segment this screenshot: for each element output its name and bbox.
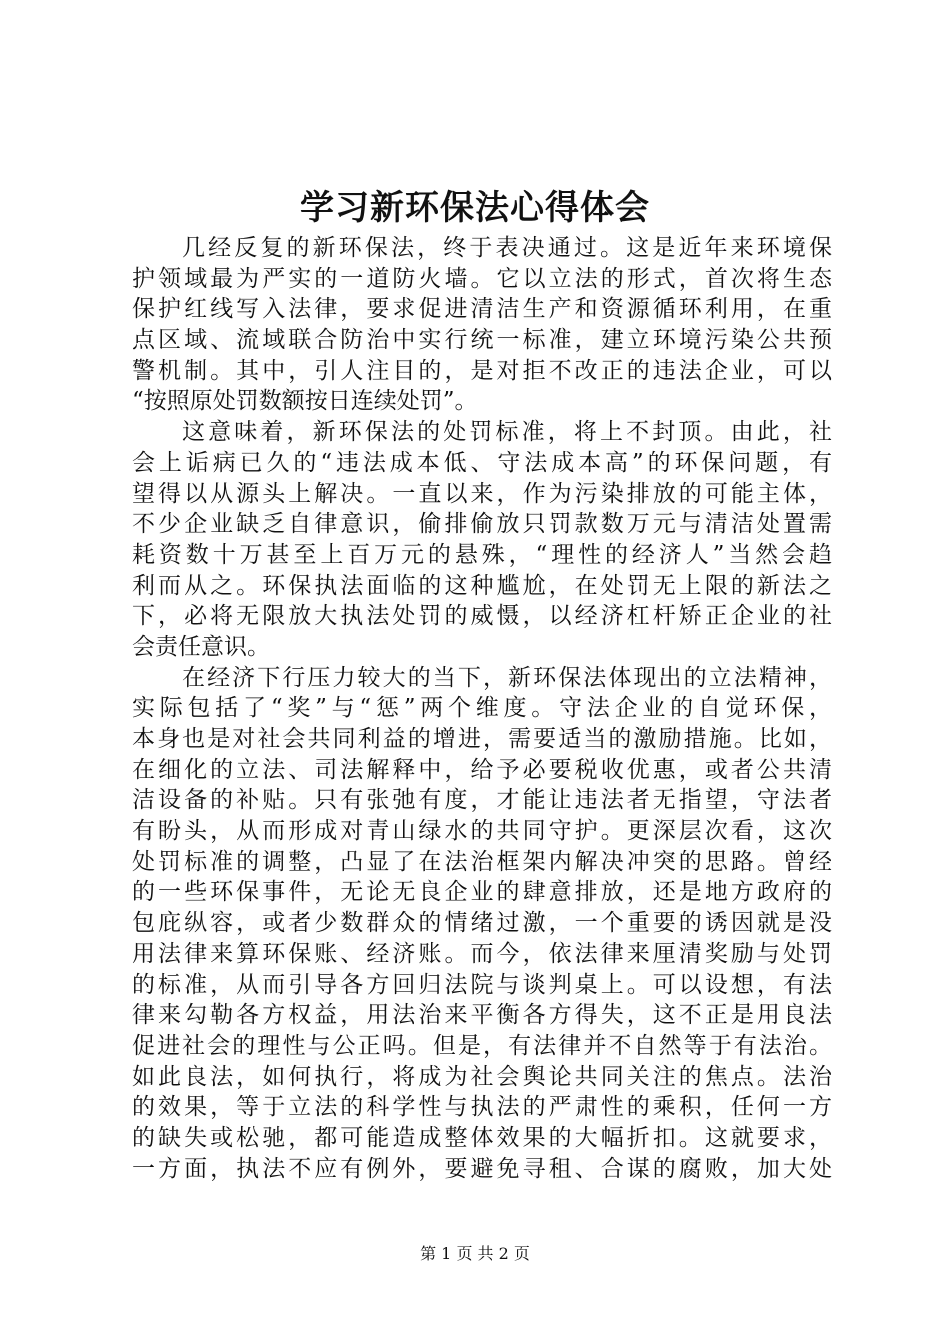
body-text-line: 点区域、流域联合防治中实行统一标准，建立环境污染公共预 <box>132 327 832 354</box>
body-text-line: 下，必将无限放大执法处罚的威慑，以经济杠杆矫正企业的社 <box>132 603 832 630</box>
body-text-line: 律来勾勒各方权益，用法治来平衡各方得失，这不正是用良法 <box>132 1002 832 1029</box>
body-text-line: 耗资数十万甚至上百万元的悬殊，“理性的经济人”当然会趋 <box>132 541 832 568</box>
body-text-line: 实际包括了“奖”与“惩”两个维度。守法企业的自觉环保， <box>132 695 832 722</box>
body-text-line: 用法律来算环保账、经济账。而今，依法律来厘清奖励与处罚 <box>132 940 832 967</box>
body-text-line: 望得以从源头上解决。一直以来，作为污染排放的可能主体， <box>132 480 832 507</box>
body-text-line: 不少企业缺乏自律意识，偷排偷放只罚款数万元与清洁处置需 <box>132 511 832 538</box>
body-text-line: 在细化的立法、司法解释中，给予必要税收优惠，或者公共清 <box>132 756 832 783</box>
body-text-line: 保护红线写入法律，要求促进清洁生产和资源循环利用，在重 <box>132 296 832 323</box>
body-text-line: 会上诟病已久的“违法成本低、守法成本高”的环保问题，有 <box>132 449 832 476</box>
body-text-line: 利而从之。环保执法面临的这种尴尬，在处罚无上限的新法之 <box>132 572 832 599</box>
body-text-line: 警机制。其中，引人注目的，是对拒不改正的违法企业，可以 <box>132 357 832 384</box>
body-text-line: 几经反复的新环保法，终于表决通过。这是近年来环境保 <box>182 235 832 261</box>
page-number-footer: 第 1 页 共 2 页 <box>420 1244 530 1263</box>
body-text-line: 如此良法，如何执行，将成为社会舆论共同关注的焦点。法治 <box>132 1063 832 1090</box>
body-text-line: 的标准，从而引导各方回归法院与谈判桌上。可以设想，有法 <box>132 971 832 998</box>
body-text-line: 本身也是对社会共同利益的增进，需要适当的激励措施。比如， <box>132 726 832 752</box>
document-title: 学习新环保法心得体会 <box>300 188 650 228</box>
document-body <box>132 233 832 1184</box>
body-text-line: 的缺失或松驰，都可能造成整体效果的大幅折扣。这就要求， <box>132 1124 832 1151</box>
body-text-line: 这意味着，新环保法的处罚标准，将上不封顶。由此，社 <box>182 419 832 446</box>
body-text-line: 护领域最为严实的一道防火墙。它以立法的形式，首次将生态 <box>132 265 832 292</box>
body-text-line: 有盼头，从而形成对青山绿水的共同守护。更深层次看，这次 <box>132 818 832 845</box>
body-text-line: “按照原处罚数额按日连续处罚”。 <box>132 388 478 415</box>
body-text-line: 会责任意识。 <box>132 633 270 660</box>
body-text-line: 洁设备的补贴。只有张弛有度，才能让违法者无指望，守法者 <box>132 787 832 814</box>
body-text-line: 一方面，执法不应有例外，要避免寻租、合谋的腐败，加大处 <box>132 1155 832 1182</box>
body-text-line: 的效果，等于立法的科学性与执法的严肃性的乘积，任何一方 <box>132 1094 832 1121</box>
body-text-line: 的一些环保事件，无论无良企业的肆意排放，还是地方政府的 <box>132 879 832 906</box>
body-text-line: 包庇纵容，或者少数群众的情绪过激，一个重要的诱因就是没 <box>132 910 832 937</box>
body-text-line: 促进社会的理性与公正吗。但是，有法律并不自然等于有法治。 <box>132 1032 832 1059</box>
body-text-line: 在经济下行压力较大的当下，新环保法体现出的立法精神， <box>182 664 832 691</box>
body-text-line: 处罚标准的调整，凸显了在法治框架内解决冲突的思路。曾经 <box>132 848 832 875</box>
